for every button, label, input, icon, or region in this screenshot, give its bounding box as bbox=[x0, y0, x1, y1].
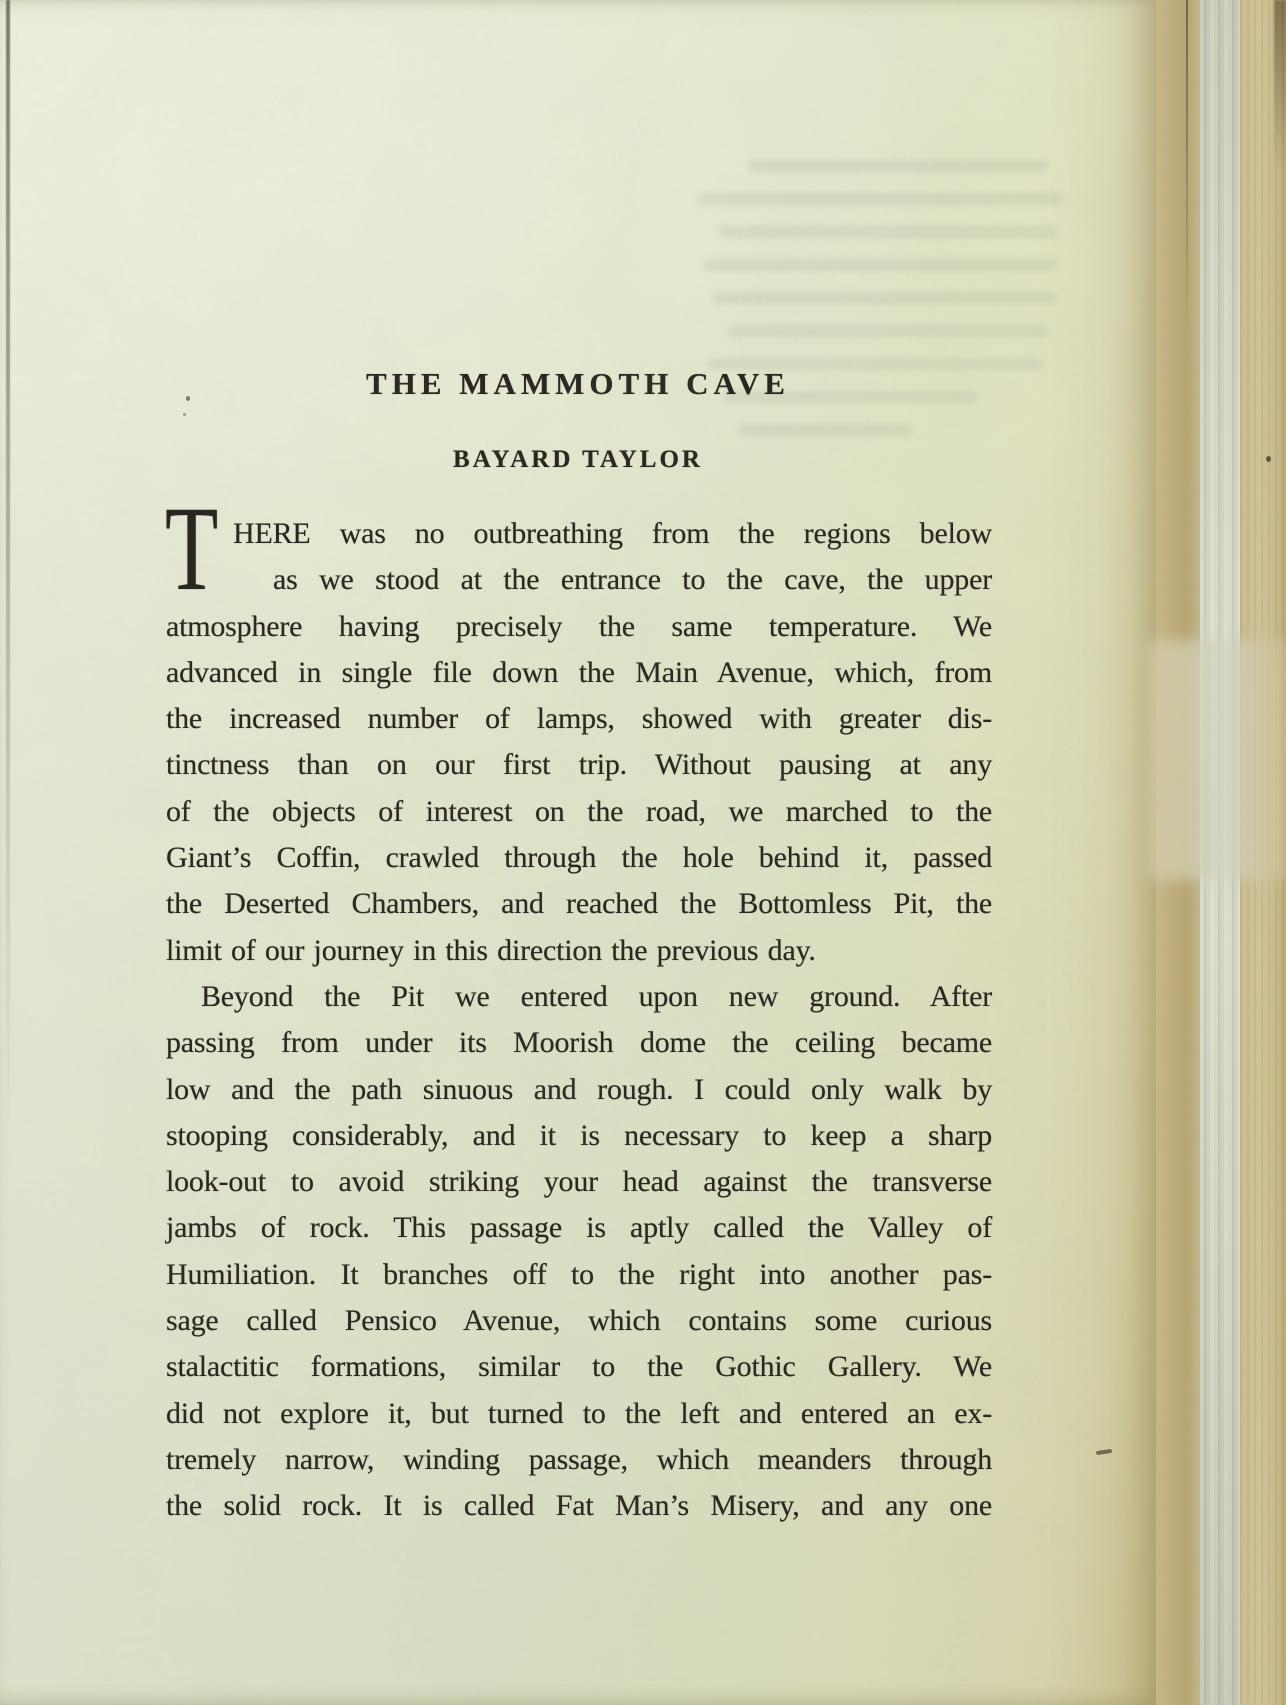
ghost-line bbox=[748, 160, 1048, 172]
binding-gutter-shadow bbox=[6, 0, 10, 1120]
text-line: the increased number of lamps, showed with greater dis- bbox=[166, 702, 992, 736]
text-line: HERE was no outbreathing from the regions below bbox=[233, 517, 992, 550]
text-line: tinctness than on our first trip. Without pausing at any bbox=[166, 748, 992, 782]
top-right-crease bbox=[1274, 0, 1286, 170]
paper-speck bbox=[186, 396, 190, 401]
paper-speck bbox=[183, 413, 186, 416]
ghost-line bbox=[713, 292, 1058, 304]
edge-blur-haze bbox=[1148, 640, 1286, 880]
text-line: sage called Pensico Avenue, which contains some curious bbox=[166, 1304, 992, 1338]
drop-cap-initial: T bbox=[165, 482, 219, 616]
pen-mark bbox=[1096, 1449, 1112, 1455]
ghost-line bbox=[718, 226, 1058, 238]
text-line: the Deserted Chambers, and reached the Bottomless Pit, the bbox=[166, 887, 992, 921]
chapter-title: THE MAMMOTH CAVE bbox=[366, 366, 790, 401]
page-seam-line bbox=[1186, 0, 1188, 330]
text-line: Giant’s Coffin, crawled through the hole behind it, passed bbox=[166, 841, 992, 875]
text-line: stalactitic formations, similar to the Gothic Gallery. We bbox=[166, 1350, 992, 1384]
text-line: atmosphere having precisely the same temperature. We bbox=[166, 609, 992, 643]
text-line: as we stood at the entrance to the cave, the upper bbox=[273, 563, 992, 597]
text-line: low and the path sinuous and rough. I could only walk by bbox=[166, 1072, 992, 1106]
text-line: stooping considerably, and it is necessary to keep a sharp bbox=[166, 1118, 992, 1152]
text-line: tremely narrow, winding passage, which meanders through bbox=[166, 1442, 992, 1476]
ghost-line bbox=[703, 259, 1058, 271]
text-line: advanced in single file down the Main Avenue, which, from bbox=[166, 655, 992, 689]
paper-speck bbox=[1266, 456, 1271, 462]
show-through-ghost-text bbox=[688, 160, 1083, 457]
text-line: Beyond the Pit we entered upon new ground. After bbox=[201, 979, 992, 1013]
body-text bbox=[166, 511, 992, 1530]
ghost-line bbox=[738, 424, 913, 436]
text-line: look-out to avoid striking your head against the transverse bbox=[166, 1165, 992, 1199]
ghost-line bbox=[698, 193, 1063, 205]
text-line: jambs of rock. This passage is aptly called the Valley of bbox=[166, 1211, 992, 1245]
author-name: BAYARD TAYLOR bbox=[453, 446, 703, 473]
text-line: limit of our journey in this direction the previous day. bbox=[166, 933, 816, 967]
ghost-line bbox=[728, 325, 1048, 337]
text-line: of the objects of interest on the road, we marched to the bbox=[166, 794, 992, 828]
text-line: Humiliation. It branches off to the right into another pas- bbox=[166, 1257, 992, 1291]
text-line: passing from under its Moorish dome the ceiling became bbox=[166, 1026, 992, 1060]
text-line: the solid rock. It is called Fat Man’s Misery, and any one bbox=[166, 1489, 992, 1523]
text-line: did not explore it, but turned to the left and entered an ex- bbox=[166, 1396, 992, 1430]
